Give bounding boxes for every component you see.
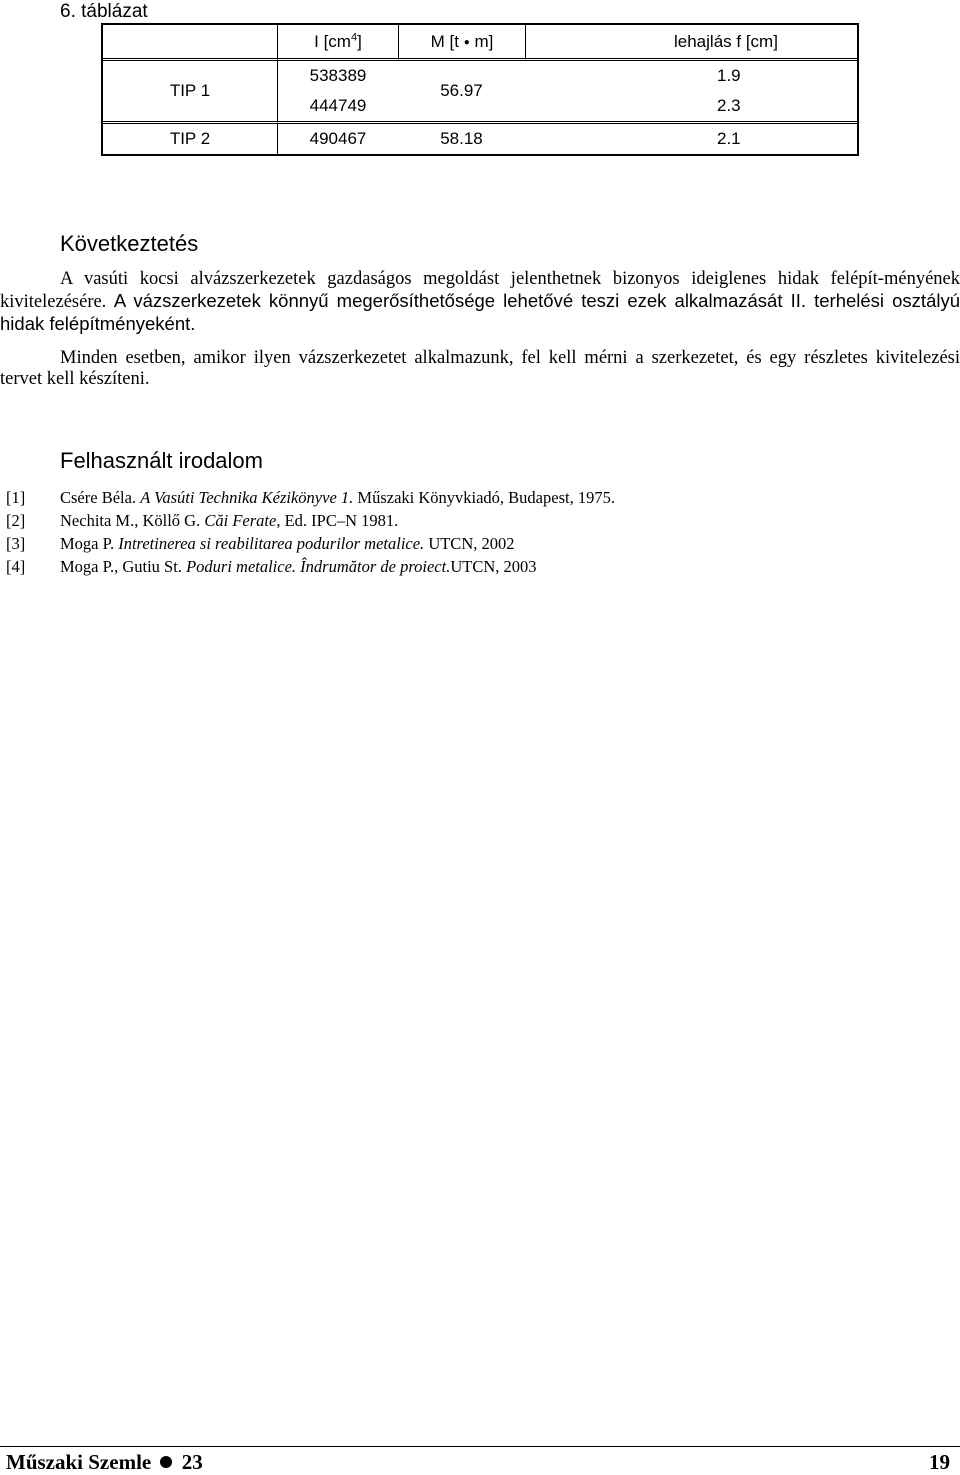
reference-title: Intretinerea si reabilitarea podurilor metalice. bbox=[118, 534, 425, 553]
conclusion-heading: Következtetés bbox=[60, 231, 199, 256]
row-label: TIP 1 bbox=[169, 81, 211, 100]
cell-deflection: 1.9 bbox=[717, 66, 741, 85]
results-table bbox=[101, 23, 859, 156]
cell-moment: 58.18 bbox=[398, 121, 525, 154]
reference-author: Moga P. bbox=[60, 534, 115, 553]
multiply-dot-icon: ● bbox=[463, 36, 470, 48]
cell-moment: 56.97 bbox=[440, 81, 483, 100]
conclusion-text-1b: A vázszerkezetek könnyű megerősíthetősége lehetővé teszi ezek alkalmazását II. terhelési osztályú hidak felépítményeként. bbox=[0, 290, 960, 334]
header-deflection: lehajlás f [cm] bbox=[525, 25, 857, 61]
header-moment bbox=[398, 25, 525, 61]
reference-item bbox=[6, 509, 956, 532]
cell-inertia: 444749 bbox=[277, 91, 398, 121]
table-row bbox=[103, 61, 857, 91]
cell-deflection: 2.3 bbox=[717, 96, 741, 115]
reference-publisher: , Ed. IPC–N 1981. bbox=[276, 511, 399, 530]
footer-journal bbox=[6, 1449, 203, 1475]
reference-number: [1] bbox=[6, 488, 26, 507]
reference-author: Moga P., Gutiu St. bbox=[60, 557, 182, 576]
table-header-row bbox=[103, 25, 857, 61]
reference-author: Nechita M., Köllő G. bbox=[60, 511, 201, 530]
conclusion-text-1a: A vasúti kocsi alvázszerkezetek gazdaságos megoldást jelenthetnek bizonyos ideiglenes hidak felépít-ményének kivitelezésére. bbox=[0, 269, 960, 312]
cell-deflection: 2.1 bbox=[525, 121, 857, 154]
table-caption: 6. táblázat bbox=[60, 1, 148, 22]
page-number: 19 bbox=[929, 1450, 950, 1474]
header-inertia bbox=[277, 25, 398, 61]
cell-inertia: 490467 bbox=[277, 121, 398, 154]
reference-author: Csére Béla. bbox=[60, 488, 137, 507]
reference-item bbox=[6, 486, 956, 509]
header-inertia-close: ] bbox=[357, 31, 362, 51]
bullet-icon bbox=[160, 1456, 172, 1468]
footer-issue-number: 23 bbox=[181, 1450, 203, 1474]
header-inertia-exponent: 4 bbox=[350, 30, 358, 43]
reference-item bbox=[6, 532, 956, 555]
footer-journal-name: Műszaki Szemle bbox=[6, 1450, 152, 1474]
header-moment-unit: m] bbox=[474, 31, 494, 51]
references-list bbox=[6, 486, 956, 578]
references-heading: Felhasznált irodalom bbox=[60, 448, 263, 473]
reference-item bbox=[6, 555, 956, 578]
reference-publisher: Műszaki Könyvkiadó, Budapest, 1975. bbox=[357, 488, 615, 507]
cell-inertia: 538389 bbox=[277, 61, 398, 91]
conclusion-text-2: Minden esetben, amikor ilyen vázszerkezetet alkalmazunk, fel kell mérni a szerkezetet, és egy részletes kivitelezési tervet kell készíteni. bbox=[0, 348, 960, 389]
reference-title: A Vasúti Technika Kézikönyve 1. bbox=[140, 488, 354, 507]
row-label: TIP 2 bbox=[103, 121, 277, 154]
reference-number: [4] bbox=[6, 557, 26, 576]
reference-publisher: UTCN, 2002 bbox=[428, 534, 515, 553]
table-row bbox=[103, 121, 857, 154]
reference-publisher: UTCN, 2003 bbox=[450, 557, 537, 576]
reference-number: [3] bbox=[6, 534, 26, 553]
header-moment-text: M [t bbox=[430, 31, 459, 51]
reference-number: [2] bbox=[6, 511, 26, 530]
footer-divider bbox=[0, 1446, 960, 1447]
reference-title: Căi Ferate bbox=[204, 511, 277, 530]
conclusion-paragraph-1 bbox=[0, 269, 960, 336]
reference-title: Poduri metalice. Îndrumător de proiect. bbox=[186, 557, 451, 576]
conclusion-paragraph-2 bbox=[0, 348, 960, 390]
header-empty-cell bbox=[103, 25, 277, 61]
header-inertia-text: I [cm bbox=[314, 31, 351, 51]
